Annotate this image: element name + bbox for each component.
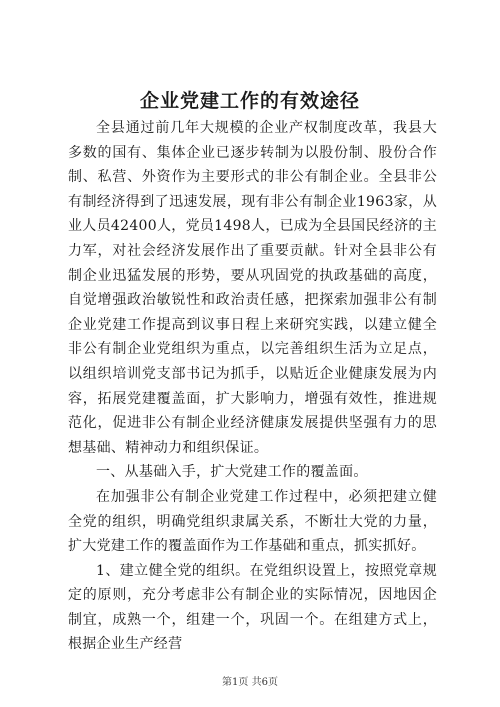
paragraph-intro: 全县通过前几年大规模的企业产权制度改革，我县大多数的国有、集体企业已逐步转制为以股份制、股份合作制、私营、外资作为主要形式的非公有制企业。全县非公有制经济得到了迅速发展，现有非公有制企业1963家，从业人员42400人，党员1498人，已成为全县国民经济的主力军，对社会经济发展作出了重要贡献。针对全县非公有制企业迅猛发展的形势，要从巩固党的执政基础的高度，自觉增强政治敏锐性和政治责任感，把探索加强非公有制企业党建工作提高到议事日程上来研究实践，以建立健全非公有制企业党组织为重点，以完善组织生活为立足点，以组织培训党支部书记为抓手，以贴近企业健康发展为内容，拓展党建覆盖面，扩大影响力，增强有效性，推进规范化，促进非公有制企业经济健康发展提供坚强有力的思想基础、精神动力和组织保证。 [68,120,437,456]
document-title: 企业党建工作的有效途径 [139,90,360,112]
paragraph-subsection-1: 1、建立健全党的组织。在党组织设置上，按照党章规定的原则，充分考虑非公有制企业的实际情况，因地因企制宜，成熟一个，组建一个，巩固一个。在组建方式上，根据企业生产经营 [68,562,437,653]
paragraph-section-1: 在加强非公有制企业党建工作过程中，必须把建立健全党的组织，明确党组织隶属关系，不断壮大党的力量，扩大党建工作的覆盖面作为工作基础和重点，抓实抓好。 [68,488,437,555]
section-heading-1: 一、从基础入手，扩大党建工作的覆盖面。 [96,464,368,481]
page-number-footer: 第1页 共6页 [222,677,278,688]
document-body [68,116,437,657]
